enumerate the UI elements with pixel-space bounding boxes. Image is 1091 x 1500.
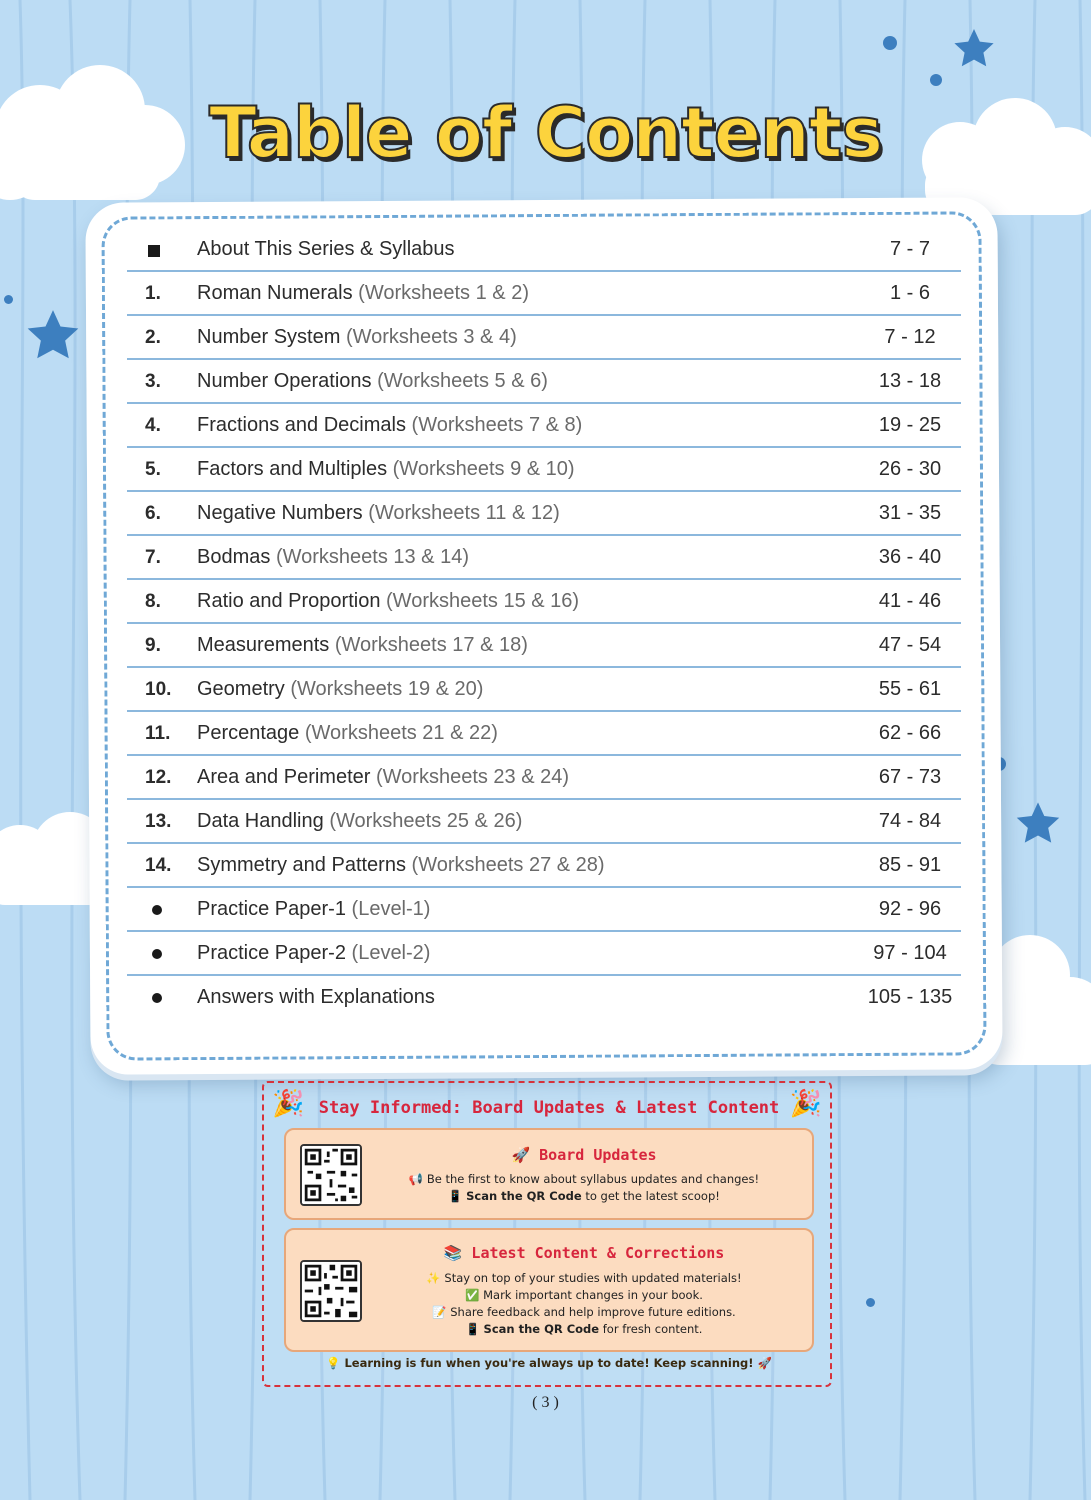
toc-chapter-title	[197, 678, 483, 701]
toc-row[interactable]	[127, 404, 961, 448]
decor-dot	[4, 295, 13, 304]
toc-chapter-title	[197, 986, 435, 1009]
toc-chapter-title	[197, 326, 517, 349]
toc-chapter-number: 8.	[145, 591, 161, 612]
updates-info-box	[262, 1081, 832, 1387]
toc-row[interactable]	[127, 932, 961, 976]
toc-chapter-name: About This Series & Syllabus	[197, 238, 455, 260]
toc-chapter-title	[197, 370, 548, 393]
toc-worksheet-range: (Worksheets 21 & 22)	[304, 722, 498, 744]
toc-chapter-name: Answers with Explanations	[197, 986, 435, 1008]
toc-page-range: 62 - 66	[878, 722, 942, 744]
toc-chapter-name: Area and Perimeter	[197, 766, 371, 788]
toc-page-range: 31 - 35	[878, 502, 942, 524]
toc-page-range: 47 - 54	[878, 634, 942, 656]
latest-content-line-3: 📝 Share feedback and help improve future editions.	[432, 1305, 736, 1319]
toc-chapter-name: Roman Numerals	[197, 282, 353, 304]
toc-chapter-number: 3.	[145, 371, 161, 392]
toc-worksheet-range: (Worksheets 1 & 2)	[358, 282, 529, 304]
light-bulb-icon: 💡	[326, 1356, 341, 1370]
rocket-icon: 🚀	[757, 1356, 772, 1370]
toc-page-range: 85 - 91	[878, 854, 942, 876]
toc-chapter-number: 10.	[145, 679, 172, 700]
toc-chapter-title	[197, 634, 528, 657]
toc-chapter-name: Percentage	[197, 722, 300, 744]
board-updates-line-2: 📱 Scan the QR Code to get the latest scoop!	[448, 1189, 720, 1203]
toc-chapter-name: Negative Numbers	[197, 502, 363, 524]
board-updates-line-1: 📢 Be the first to know about syllabus updates and changes!	[408, 1172, 760, 1186]
toc-page-range: 74 - 84	[878, 810, 942, 832]
toc-row[interactable]	[127, 272, 961, 316]
toc-page-range: 92 - 96	[878, 898, 942, 920]
toc-row[interactable]	[127, 228, 961, 272]
toc-chapter-title	[197, 546, 469, 569]
toc-worksheet-range: (Worksheets 23 & 24)	[375, 766, 570, 788]
toc-row[interactable]	[127, 624, 961, 668]
toc-worksheet-range: (Worksheets 27 & 28)	[411, 854, 605, 876]
toc-worksheet-range: (Worksheets 25 & 26)	[329, 810, 523, 832]
decor-dot	[883, 36, 897, 50]
toc-chapter-name: Ratio and Proportion	[197, 590, 381, 612]
toc-worksheet-range: (Worksheets 3 & 4)	[345, 326, 517, 348]
toc-worksheet-range: (Worksheets 7 & 8)	[411, 414, 583, 436]
qr-code-board-updates[interactable]	[300, 1144, 362, 1206]
page-number: ( 3 )	[532, 1394, 559, 1411]
toc-chapter-number: 9.	[145, 635, 161, 656]
books-icon: 📚	[443, 1244, 463, 1262]
toc-chapter-number: 5.	[145, 459, 161, 480]
star-icon	[22, 305, 84, 367]
toc-worksheet-range: (Level-2)	[351, 942, 431, 964]
toc-chapter-title	[197, 282, 529, 305]
round-bullet-icon	[152, 993, 162, 1003]
toc-chapter-number: 14.	[145, 855, 172, 876]
toc-page-range: 67 - 73	[878, 766, 942, 788]
toc-chapter-number: 7.	[145, 547, 161, 568]
toc-worksheet-range: (Level-1)	[351, 898, 431, 920]
toc-page-range: 55 - 61	[878, 678, 942, 700]
toc-chapter-name: Fractions and Decimals	[197, 414, 406, 436]
toc-chapter-name: Geometry	[197, 678, 285, 700]
latest-content-heading: 📚 Latest Content & Corrections	[443, 1244, 725, 1262]
toc-chapter-number: 6.	[145, 503, 161, 524]
toc-page-range: 36 - 40	[878, 546, 942, 568]
phone-icon: 📱	[448, 1189, 463, 1203]
square-bullet-icon	[148, 245, 160, 257]
toc-chapter-name: Symmetry and Patterns	[197, 854, 406, 876]
toc-worksheet-range: (Worksheets 9 & 10)	[392, 458, 575, 480]
toc-chapter-title	[197, 722, 498, 745]
toc-row[interactable]	[127, 712, 961, 756]
toc-row[interactable]	[127, 976, 961, 1020]
decor-dot	[930, 74, 942, 86]
toc-chapter-name: Practice Paper-2	[197, 942, 346, 964]
toc-chapter-title	[197, 502, 560, 525]
toc-chapter-name: Bodmas	[197, 546, 271, 568]
toc-row[interactable]	[127, 316, 961, 360]
toc-row[interactable]	[127, 800, 961, 844]
latest-content-line-1: ✨ Stay on top of your studies with updated materials!	[426, 1271, 742, 1285]
toc-worksheet-range: (Worksheets 19 & 20)	[290, 678, 484, 700]
toc-chapter-number: 11.	[145, 723, 171, 744]
qr-code-latest-content[interactable]	[300, 1260, 362, 1322]
toc-page-range: 105 - 135	[867, 986, 953, 1008]
toc-worksheet-range: (Worksheets 5 & 6)	[377, 370, 548, 392]
toc-chapter-title	[197, 238, 455, 261]
toc-chapter-number: 13.	[145, 811, 172, 832]
toc-row[interactable]	[127, 888, 961, 932]
toc-chapter-name: Measurements	[197, 634, 330, 656]
board-updates-panel	[284, 1128, 814, 1220]
party-popper-icon: 🎉	[272, 1089, 305, 1119]
toc-worksheet-range: (Worksheets 11 & 12)	[368, 502, 560, 524]
toc-chapter-title	[197, 942, 430, 965]
round-bullet-icon	[152, 949, 162, 959]
memo-icon: 📝	[432, 1305, 447, 1319]
toc-page-range: 97 - 104	[873, 942, 947, 964]
toc-page-range: 41 - 46	[878, 590, 942, 612]
page-title: Table of Contents	[208, 92, 883, 174]
toc-chapter-name: Number Operations	[197, 370, 372, 392]
toc-chapter-title	[197, 766, 569, 789]
toc-row[interactable]	[127, 844, 961, 888]
toc-row[interactable]	[127, 536, 961, 580]
toc-row[interactable]	[127, 448, 961, 492]
toc-chapter-number: 4.	[145, 415, 161, 436]
megaphone-icon: 📢	[408, 1172, 424, 1186]
toc-chapter-title	[197, 854, 605, 877]
toc-chapter-title	[197, 590, 579, 613]
toc-chapter-name: Practice Paper-1	[197, 898, 346, 920]
latest-content-panel	[284, 1228, 814, 1352]
toc-chapter-title	[197, 898, 430, 921]
toc-row[interactable]	[127, 580, 961, 624]
rocket-icon: 🚀	[511, 1146, 531, 1164]
check-box-icon: ✅	[465, 1288, 480, 1302]
toc-chapter-name: Factors and Multiples	[197, 458, 388, 480]
toc-row[interactable]	[127, 668, 961, 712]
info-box-title: Stay Informed: Board Updates & Latest Content	[318, 1098, 780, 1118]
toc-row[interactable]	[127, 756, 961, 800]
toc-row[interactable]	[127, 492, 961, 536]
toc-page-range: 7 - 7	[889, 238, 931, 260]
toc-worksheet-range: (Worksheets 13 & 14)	[275, 546, 469, 568]
toc-page-range: 26 - 30	[878, 458, 942, 480]
toc-chapter-name: Data Handling	[197, 810, 324, 832]
toc-chapter-name: Number System	[197, 326, 341, 348]
star-icon	[950, 25, 998, 73]
toc-row[interactable]	[127, 360, 961, 404]
phone-icon: 📱	[465, 1322, 480, 1336]
sparkles-icon: ✨	[426, 1271, 441, 1285]
toc-page-range: 1 - 6	[889, 282, 931, 304]
toc-chapter-title	[197, 458, 575, 481]
toc-page-range: 7 - 12	[884, 326, 936, 348]
toc-page-range: 13 - 18	[878, 370, 942, 392]
toc-worksheet-range: (Worksheets 15 & 16)	[386, 590, 580, 612]
toc-chapter-number: 2.	[145, 327, 161, 348]
decor-dot	[866, 1298, 875, 1307]
toc-chapter-number: 12.	[145, 767, 172, 788]
info-box-footer: 💡 Learning is fun when you're always up to date! Keep scanning! 🚀	[326, 1356, 772, 1370]
star-icon	[1012, 798, 1064, 850]
toc-chapter-title	[197, 414, 582, 437]
toc-chapter-number: 1.	[145, 283, 161, 304]
round-bullet-icon	[152, 905, 162, 915]
board-updates-heading: 🚀 Board Updates	[511, 1146, 657, 1164]
toc-chapter-title	[197, 810, 522, 833]
toc-worksheet-range: (Worksheets 17 & 18)	[334, 634, 528, 656]
party-popper-icon: 🎉	[789, 1089, 822, 1119]
latest-content-line-2: ✅ Mark important changes in your book.	[465, 1288, 703, 1302]
toc-list	[127, 228, 961, 1020]
toc-page-range: 19 - 25	[878, 414, 942, 436]
latest-content-line-4: 📱 Scan the QR Code for fresh content.	[465, 1322, 703, 1336]
